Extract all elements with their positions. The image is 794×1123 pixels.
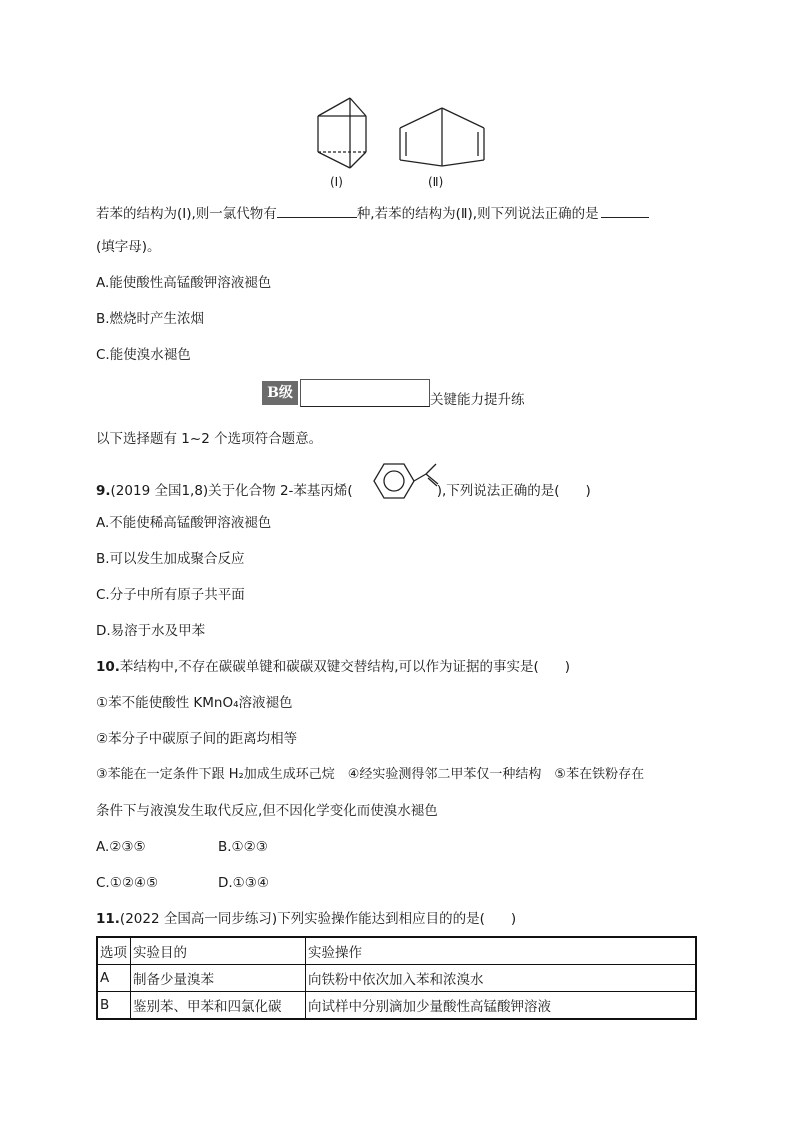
q11-table	[96, 936, 697, 1020]
table-cell: 向铁粉中依次加入苯和浓溴水	[306, 965, 697, 992]
q10-stem: 10.苯结构中,不存在碳碳单键和碳碳双键交替结构,可以作为证据的事实是( )	[96, 659, 571, 675]
table-cell: 向试样中分别滴加少量酸性高锰酸钾溶液	[306, 992, 697, 1020]
figure-2-label: (Ⅱ)	[428, 175, 444, 189]
q10-option-c: C.①②④⑤	[96, 875, 159, 891]
table-row	[97, 992, 696, 1020]
table-row	[97, 965, 696, 992]
q10-fact-4: 条件下与液溴发生取代反应,但不因化学变化而使溴水褪色	[96, 803, 438, 819]
table-cell: 鉴别苯、甲苯和四氯化碳	[131, 992, 306, 1020]
q9-number: 9.	[96, 483, 111, 499]
q10-option-d: D.①③④	[218, 875, 269, 891]
q10-number: 10.	[96, 659, 120, 675]
q9-option-d: D.易溶于水及甲苯	[96, 623, 206, 639]
q9-stem: 9.(2019 全国1,8)关于化合物 2-苯基丙烯( ),下列说法正确的是( )	[96, 483, 591, 499]
q8-option-c: C.能使溴水褪色	[96, 347, 191, 363]
q10-option-b: B.①②③	[218, 839, 268, 855]
instruction-text: 以下选择题有 1~2 个选项符合题意。	[96, 431, 323, 447]
table-header-row	[97, 937, 696, 965]
table-header-cell: 实验目的	[131, 937, 306, 965]
table-header-cell: 实验操作	[306, 937, 697, 965]
q11-number: 11.	[96, 911, 120, 927]
level-badge: B级	[262, 381, 298, 405]
level-title: 关键能力提升练	[430, 392, 525, 408]
q9-option-b: B.可以发生加成聚合反应	[96, 551, 245, 567]
q8-stem-line2: (填字母)。	[96, 239, 161, 255]
table-cell: A	[97, 965, 131, 992]
table-cell: 制备少量溴苯	[131, 965, 306, 992]
q8-answer-blank-1[interactable]	[277, 203, 357, 218]
figure-1-label: (Ⅰ)	[330, 175, 343, 189]
q10-fact-2: ②苯分子中碳原子间的距离均相等	[96, 731, 298, 747]
q9-option-a: A.不能使稀高锰酸钾溶液褪色	[96, 515, 272, 531]
q10-option-a: A.②③⑤	[96, 839, 146, 855]
q10-fact-1: ①苯不能使酸性 KMnO₄溶液褪色	[96, 695, 293, 711]
q11-stem: 11.(2022 全国高一同步练习)下列实验操作能达到相应目的的是( )	[96, 911, 517, 927]
table-header-cell: 选项	[97, 937, 131, 965]
table-cell: B	[97, 992, 131, 1020]
phenylpropene-structure	[364, 458, 446, 504]
q9-option-c: C.分子中所有原子共平面	[96, 587, 245, 603]
q8-option-a: A.能使酸性高锰酸钾溶液褪色	[96, 275, 272, 291]
level-frame	[300, 379, 430, 407]
q8-stem: 若苯的结构为(Ⅰ),则一氯代物有 种,若苯的结构为(Ⅱ),则下列说法正确的是	[96, 203, 649, 223]
dewar-benzene-figure	[394, 104, 490, 170]
q10-fact-3: ③苯能在一定条件下跟 H₂加成生成环己烷 ④经实验测得邻二甲苯仅一种结构 ⑤苯在铁粉存在	[96, 767, 645, 782]
q8-option-b: B.燃烧时产生浓烟	[96, 311, 205, 327]
q8-answer-blank-2[interactable]	[601, 203, 649, 218]
prism-structure-figure	[312, 96, 372, 172]
